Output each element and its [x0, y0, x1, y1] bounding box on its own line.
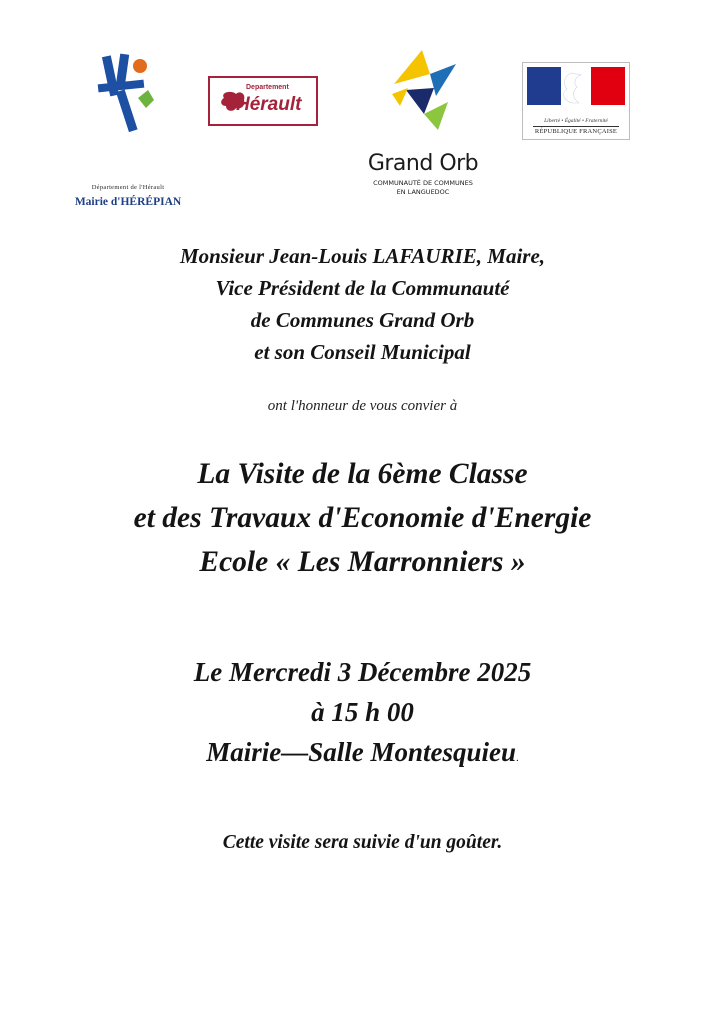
republique-divider [533, 126, 619, 127]
republique-name: RÉPUBLIQUE FRANÇAISE [534, 128, 618, 135]
herault-logo [208, 76, 318, 126]
closing-line: Cette visite sera suivie d'un goûter. [222, 832, 503, 853]
invite-line: ont l'honneur de vous convier à [267, 398, 458, 414]
herepian-logo [70, 44, 186, 208]
event-title-line-3: Ecole « Les Marronniers » [199, 546, 526, 578]
hosts-line-1: Monsieur Jean-Louis LAFAURIE, Maire, [179, 244, 546, 268]
herault-name: Hérault [236, 94, 302, 115]
grand-orb-star-icon [386, 44, 460, 148]
grand-orb-subtitle-2: EN LANGUEDOC [396, 188, 450, 196]
republique-francaise-logo [522, 62, 630, 140]
republique-motto: Liberté • Égalité • Fraternité [544, 118, 608, 124]
grand-orb-subtitle-1: COMMUNAUTÉ DE COMMUNES [373, 179, 473, 187]
event-time: à 15 h 00 [311, 697, 414, 727]
event-place-dot: . [516, 752, 519, 764]
grand-orb-logo [356, 44, 490, 196]
herepian-mairie-name: Mairie d'HÉRÉPIAN [74, 196, 182, 208]
event-place: Mairie—Salle Montesquieu [206, 737, 517, 767]
event-date: Le Mercredi 3 Décembre 2025 [193, 657, 532, 687]
event-place-line [0, 732, 725, 778]
hosts-line-4: et son Conseil Municipal [254, 340, 471, 364]
event-schedule-block [0, 652, 725, 778]
hosts-line-2: Vice Président de la Communauté [215, 276, 510, 300]
hosts-line-3: de Communes Grand Orb [250, 308, 475, 332]
hosts-block [0, 240, 725, 368]
event-title-block [0, 452, 725, 584]
marianne-flag-icon [527, 67, 625, 115]
event-title-line-2: et des Travaux d'Economie d'Energie [133, 502, 592, 534]
grand-orb-name: Grand Orb [367, 151, 479, 176]
event-title-line-1: La Visite de la 6ème Classe [197, 458, 528, 490]
herault-department-label: Departement [246, 84, 289, 91]
herepian-emblem-icon [94, 48, 160, 140]
herepian-department-text: Département de l'Hérault [91, 184, 165, 191]
